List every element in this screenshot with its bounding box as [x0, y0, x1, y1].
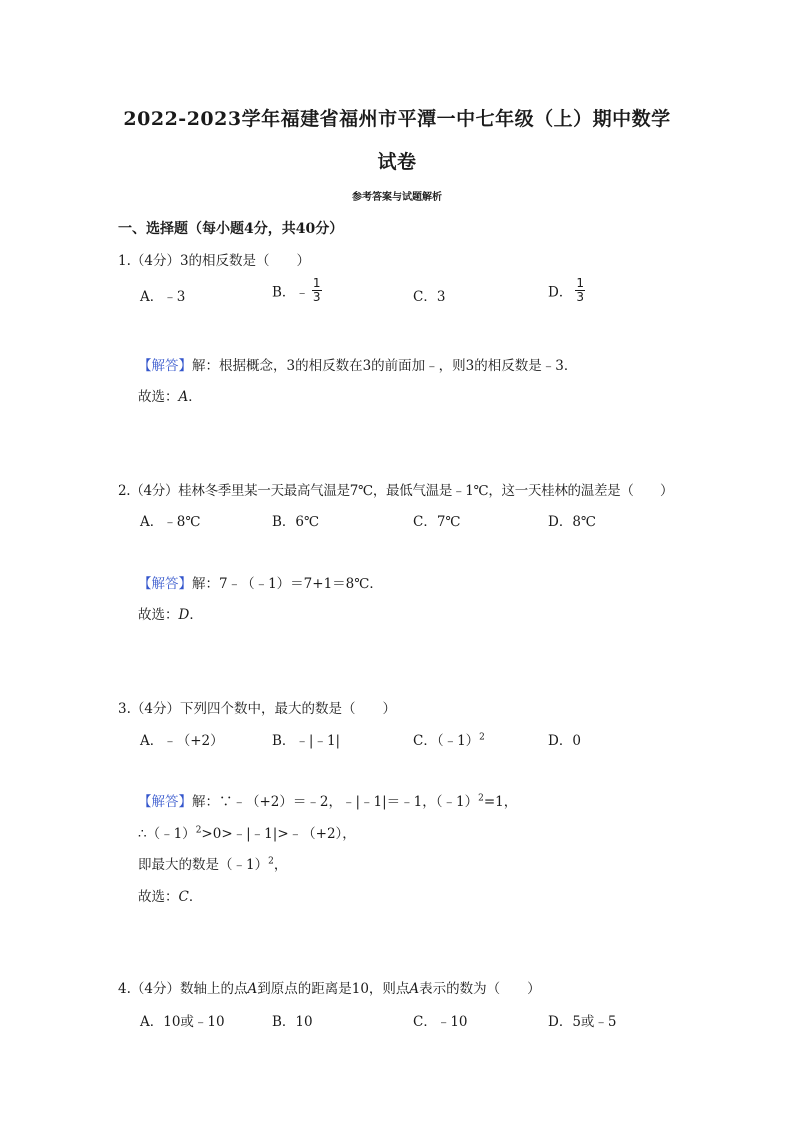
fraction-numerator: 1: [576, 276, 584, 290]
question-1-answer: [138, 354, 577, 374]
exponent: 2: [195, 825, 202, 836]
question-2-stem: 2.（4分）桂林冬季里某一天最高气温是7℃，最低气温是﹣1℃，这一天桂林的温差是（ ）: [118, 483, 674, 499]
question-3-stem: 3.（4分）下列四个数中，最大的数是（ ）: [118, 701, 396, 717]
question-4-stem: [118, 977, 541, 997]
answer-tag: 【解答】: [138, 358, 192, 374]
question-1-option-d: [548, 277, 585, 304]
exponent: 2: [268, 856, 274, 867]
question-3-option-c: [413, 729, 485, 749]
answer-text: 解：∵﹣（+2）＝﹣2，﹣|﹣1|＝﹣1，（﹣1）: [192, 794, 479, 810]
question-3-option-a: A．﹣（+2）: [140, 733, 224, 749]
answer-text: 即最大的数是（﹣1）: [138, 857, 269, 873]
option-b-label: B．: [272, 284, 296, 301]
choice-prefix: 故选：: [138, 889, 179, 905]
question-3-option-b: B．﹣|﹣1|: [272, 733, 341, 749]
choice-letter: C: [178, 889, 189, 905]
question-1-option-c: C．3: [413, 289, 446, 305]
choice-prefix: 故选：: [138, 607, 179, 623]
stem-part: 4.（4分）数轴上的点: [118, 981, 248, 997]
question-1-option-a: A．﹣3: [140, 289, 186, 305]
document-title-continued: 试卷: [377, 151, 417, 173]
fraction-denominator: 3: [576, 290, 584, 304]
question-1-stem: 1.（4分）3的相反数是（ ）: [118, 253, 311, 269]
stem-part: 到原点的距离是10，则点: [257, 981, 410, 997]
section-heading: 一、选择题（每小题4分，共40分）: [118, 221, 344, 237]
choice-prefix: 故选：: [138, 389, 179, 405]
question-2-option-c: C．7℃: [413, 514, 461, 530]
option-d-fraction: [575, 277, 585, 304]
option-d-label: D．: [548, 284, 573, 301]
choice-letter: A: [178, 389, 189, 405]
answer-text: ∴（﹣1）: [138, 826, 196, 842]
choice-suffix: ．: [188, 389, 202, 405]
question-3-answer-line-3: [138, 853, 287, 873]
answer-text-end: =1，: [483, 794, 518, 810]
answer-text-end: >0>﹣|﹣1|>﹣（+2），: [201, 826, 356, 842]
option-c-text: C．（﹣1）: [413, 733, 480, 749]
exponent: 2: [478, 793, 484, 804]
point-variable: A: [247, 981, 258, 997]
question-2-option-b: B．6℃: [272, 514, 320, 530]
choice-suffix: ．: [188, 889, 203, 905]
option-b-minus: ﹣: [295, 284, 309, 301]
answer-text: 解：根据概念，3的相反数在3的前面加﹣，则3的相反数是﹣3．: [192, 358, 578, 374]
question-1-option-b: [272, 277, 322, 304]
option-c-exponent: 2: [479, 732, 485, 743]
fraction-numerator: 1: [312, 276, 321, 290]
question-4-option-a: A．10或﹣10: [140, 1014, 225, 1030]
answer-tag: 【解答】: [138, 794, 192, 810]
question-2-option-a: A．﹣8℃: [140, 514, 201, 530]
stem-part: 表示的数为（ ）: [419, 981, 541, 997]
question-1-choice: [138, 385, 202, 405]
answer-text-end: ，: [273, 857, 288, 873]
document-subtitle: 参考答案与试题解析: [352, 192, 442, 203]
answer-tag: 【解答】: [138, 576, 192, 592]
fraction-denominator: 3: [312, 290, 321, 304]
question-3-choice: [138, 885, 202, 905]
document-title: 2022-2023学年福建省福州市平潭一中七年级（上）期中数学: [123, 108, 671, 130]
question-4-option-b: B．10: [272, 1014, 313, 1030]
question-4-option-d: D．5或﹣5: [548, 1014, 617, 1030]
answer-text: 解：7﹣（﹣1）＝7+1＝8℃．: [192, 576, 383, 592]
point-variable: A: [409, 981, 420, 997]
option-b-fraction: [312, 277, 322, 304]
choice-suffix: ．: [189, 607, 203, 623]
question-3-answer-line-2: [138, 822, 356, 842]
question-4-option-c: C．﹣10: [413, 1014, 468, 1030]
question-3-answer-line-1: [138, 790, 517, 810]
question-2-option-d: D．8℃: [548, 514, 597, 530]
question-2-answer: [138, 572, 383, 592]
question-3-option-d: D．0: [548, 733, 581, 749]
choice-letter: D: [178, 607, 190, 623]
question-2-choice: [138, 603, 203, 623]
